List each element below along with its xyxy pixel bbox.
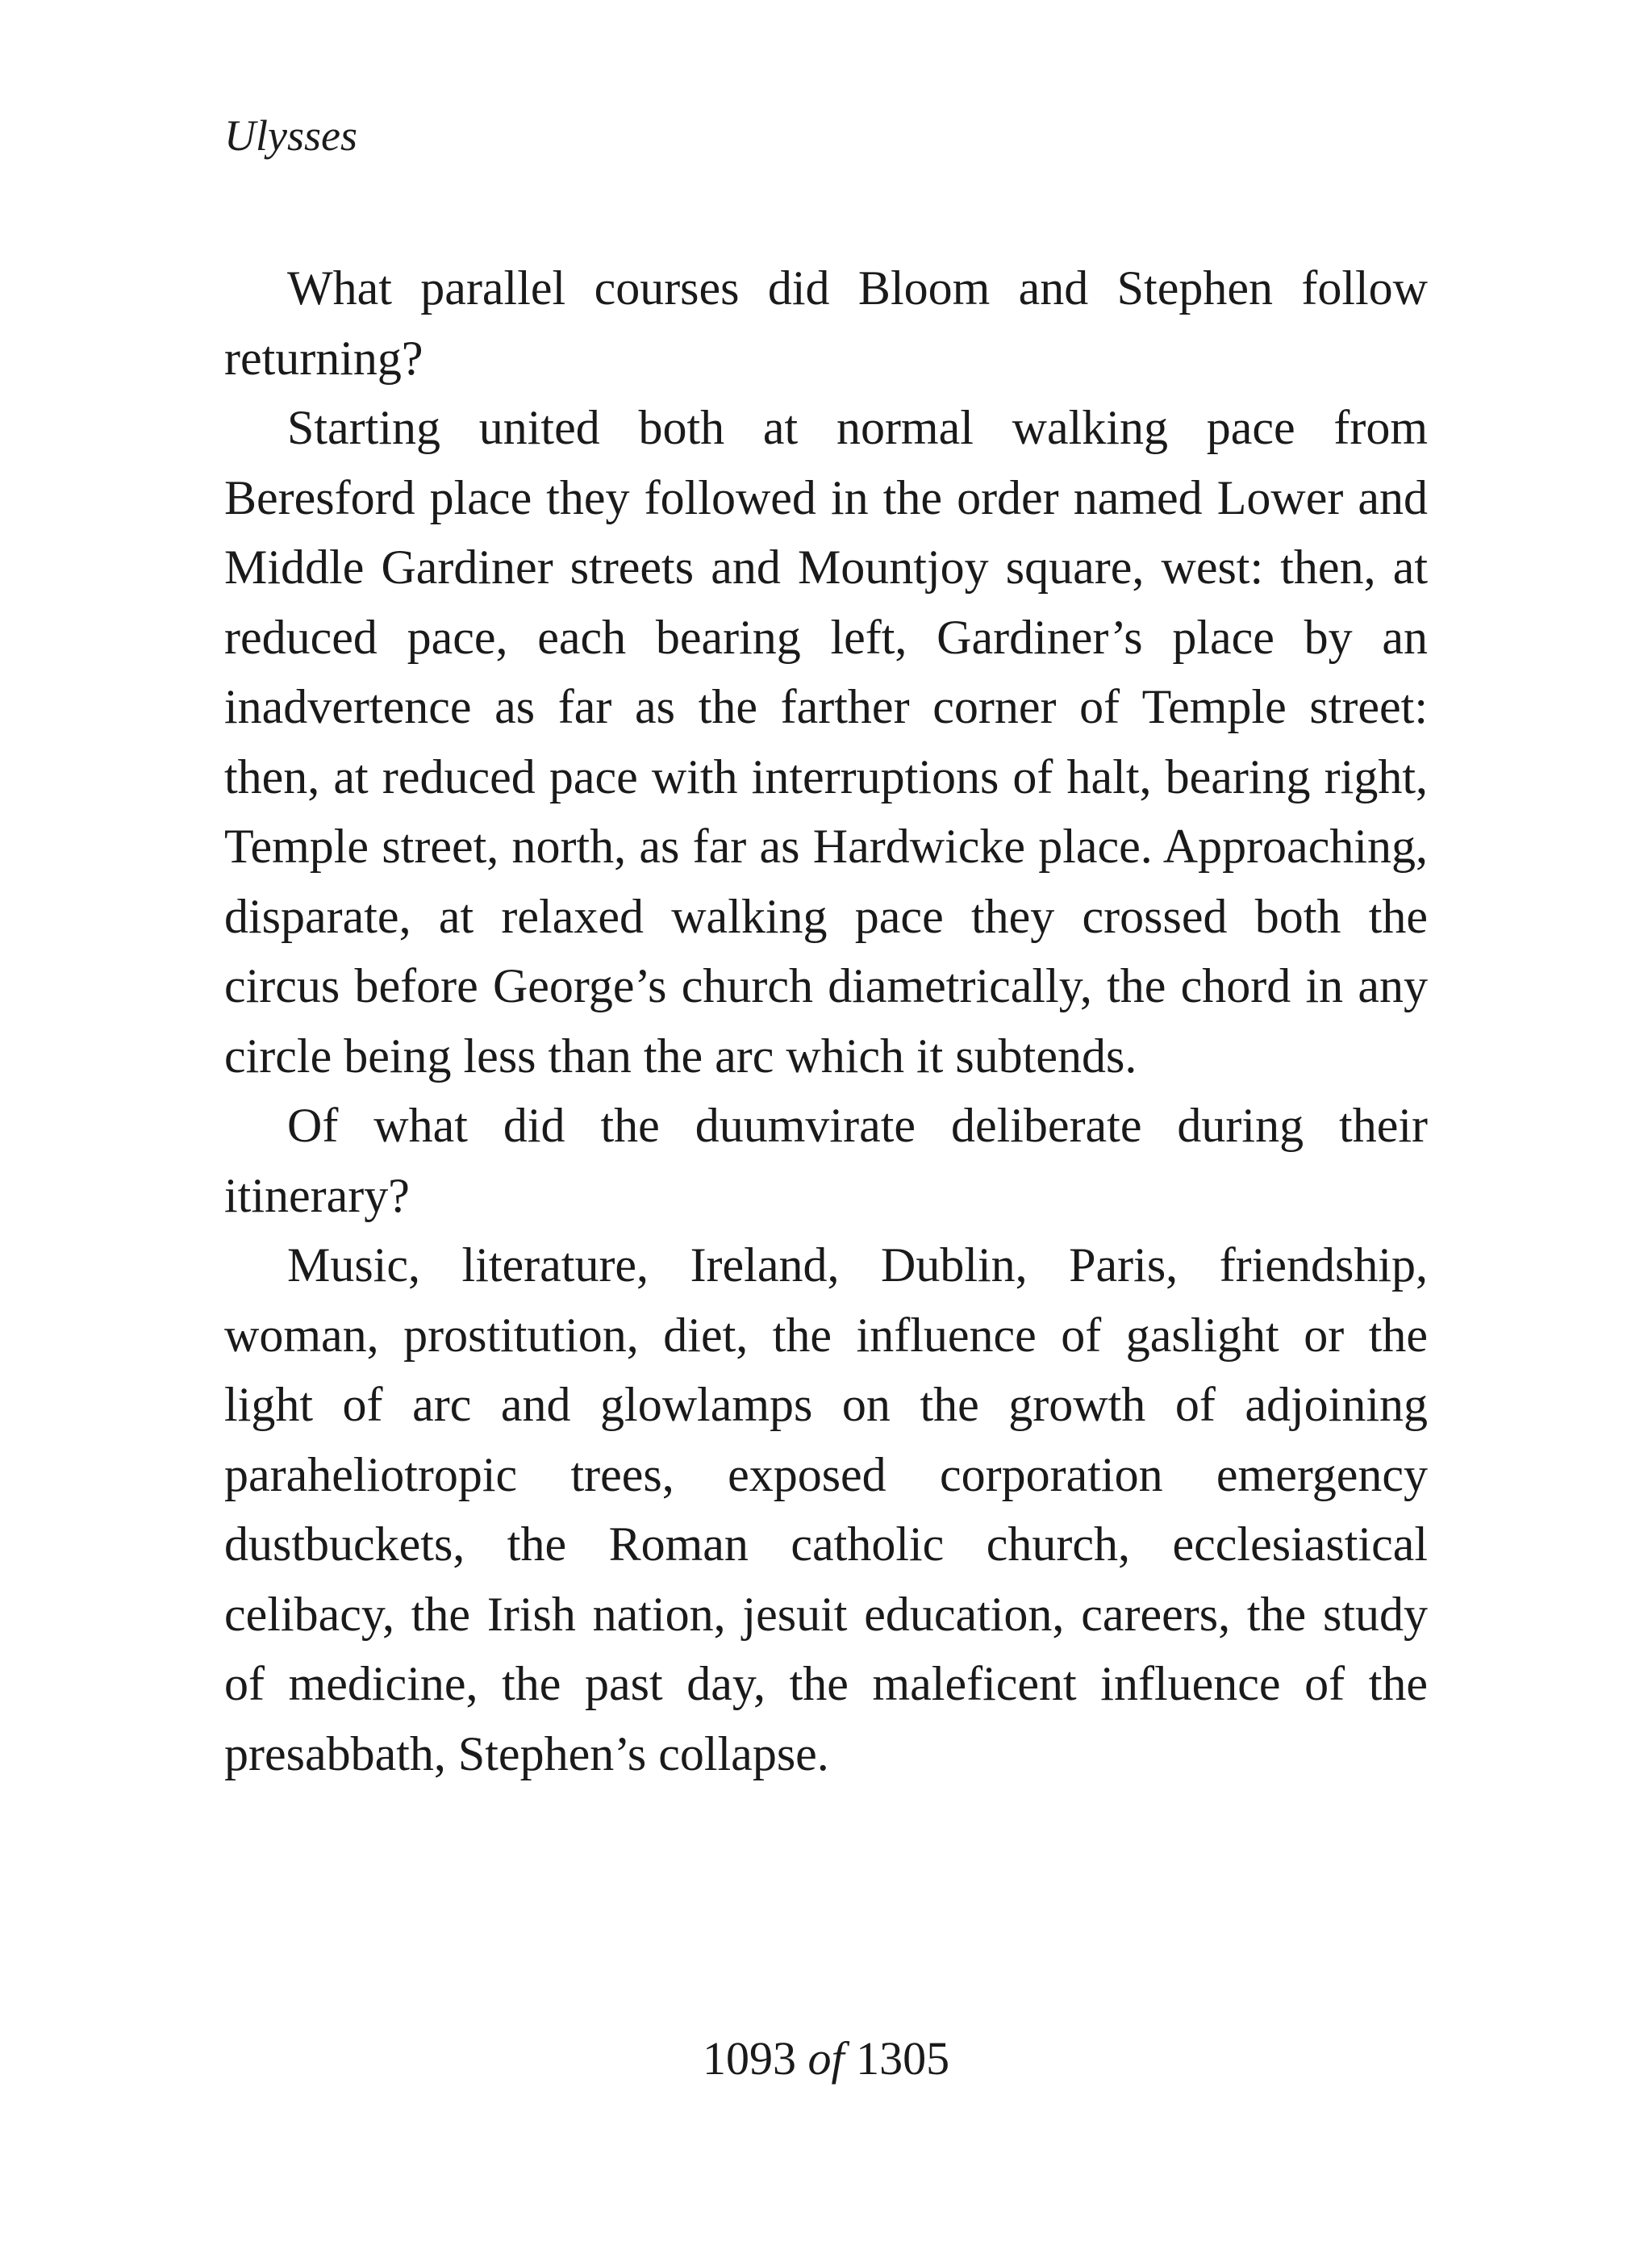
total-page-count: 1305 xyxy=(856,2032,950,2085)
page-number xyxy=(0,2027,1652,2091)
of-label: of xyxy=(807,2032,845,2085)
answer-paragraph: Music, literature, Ireland, Dublin, Paris, friendship, woman, prostitution, diet, the influence of gaslight or the light of arc and glowlamps on the growth of adjoining paraheliotropic trees, exposed corporation emergency dustbuckets, the Roman catholic church, ecclesiastical celibacy, the Irish nation, jesuit education, careers, the study of medicine, the past day, the maleficent influence of the presabbath, Stephen’s collapse. xyxy=(224,1238,1428,1780)
question-paragraph: Of what did the duumvirate deliberate during their itinerary? xyxy=(224,1099,1428,1222)
running-title: Ulysses xyxy=(224,111,357,160)
answer-paragraph: Starting united both at normal walking pace from Beresford place they followed in the order named Lower and Middle Gardiner streets and Mountjoy square, west: then, at reduced pace, each bearing left, Gardiner’s place by an inadvertence as far as the farther corner of Temple street: then, at reduced pace with interruptions of halt, bearing right, Temple street, north, as far as Hardwicke place. Approaching, disparate, at relaxed walking pace they crossed both the circus before George’s church diametrically, the chord in any circle being less than the arc which it subtends. xyxy=(224,401,1428,1083)
current-page-number: 1093 xyxy=(702,2032,796,2085)
question-paragraph: What parallel courses did Bloom and Stephen follow returning? xyxy=(224,261,1428,385)
page-body xyxy=(224,253,1428,1789)
